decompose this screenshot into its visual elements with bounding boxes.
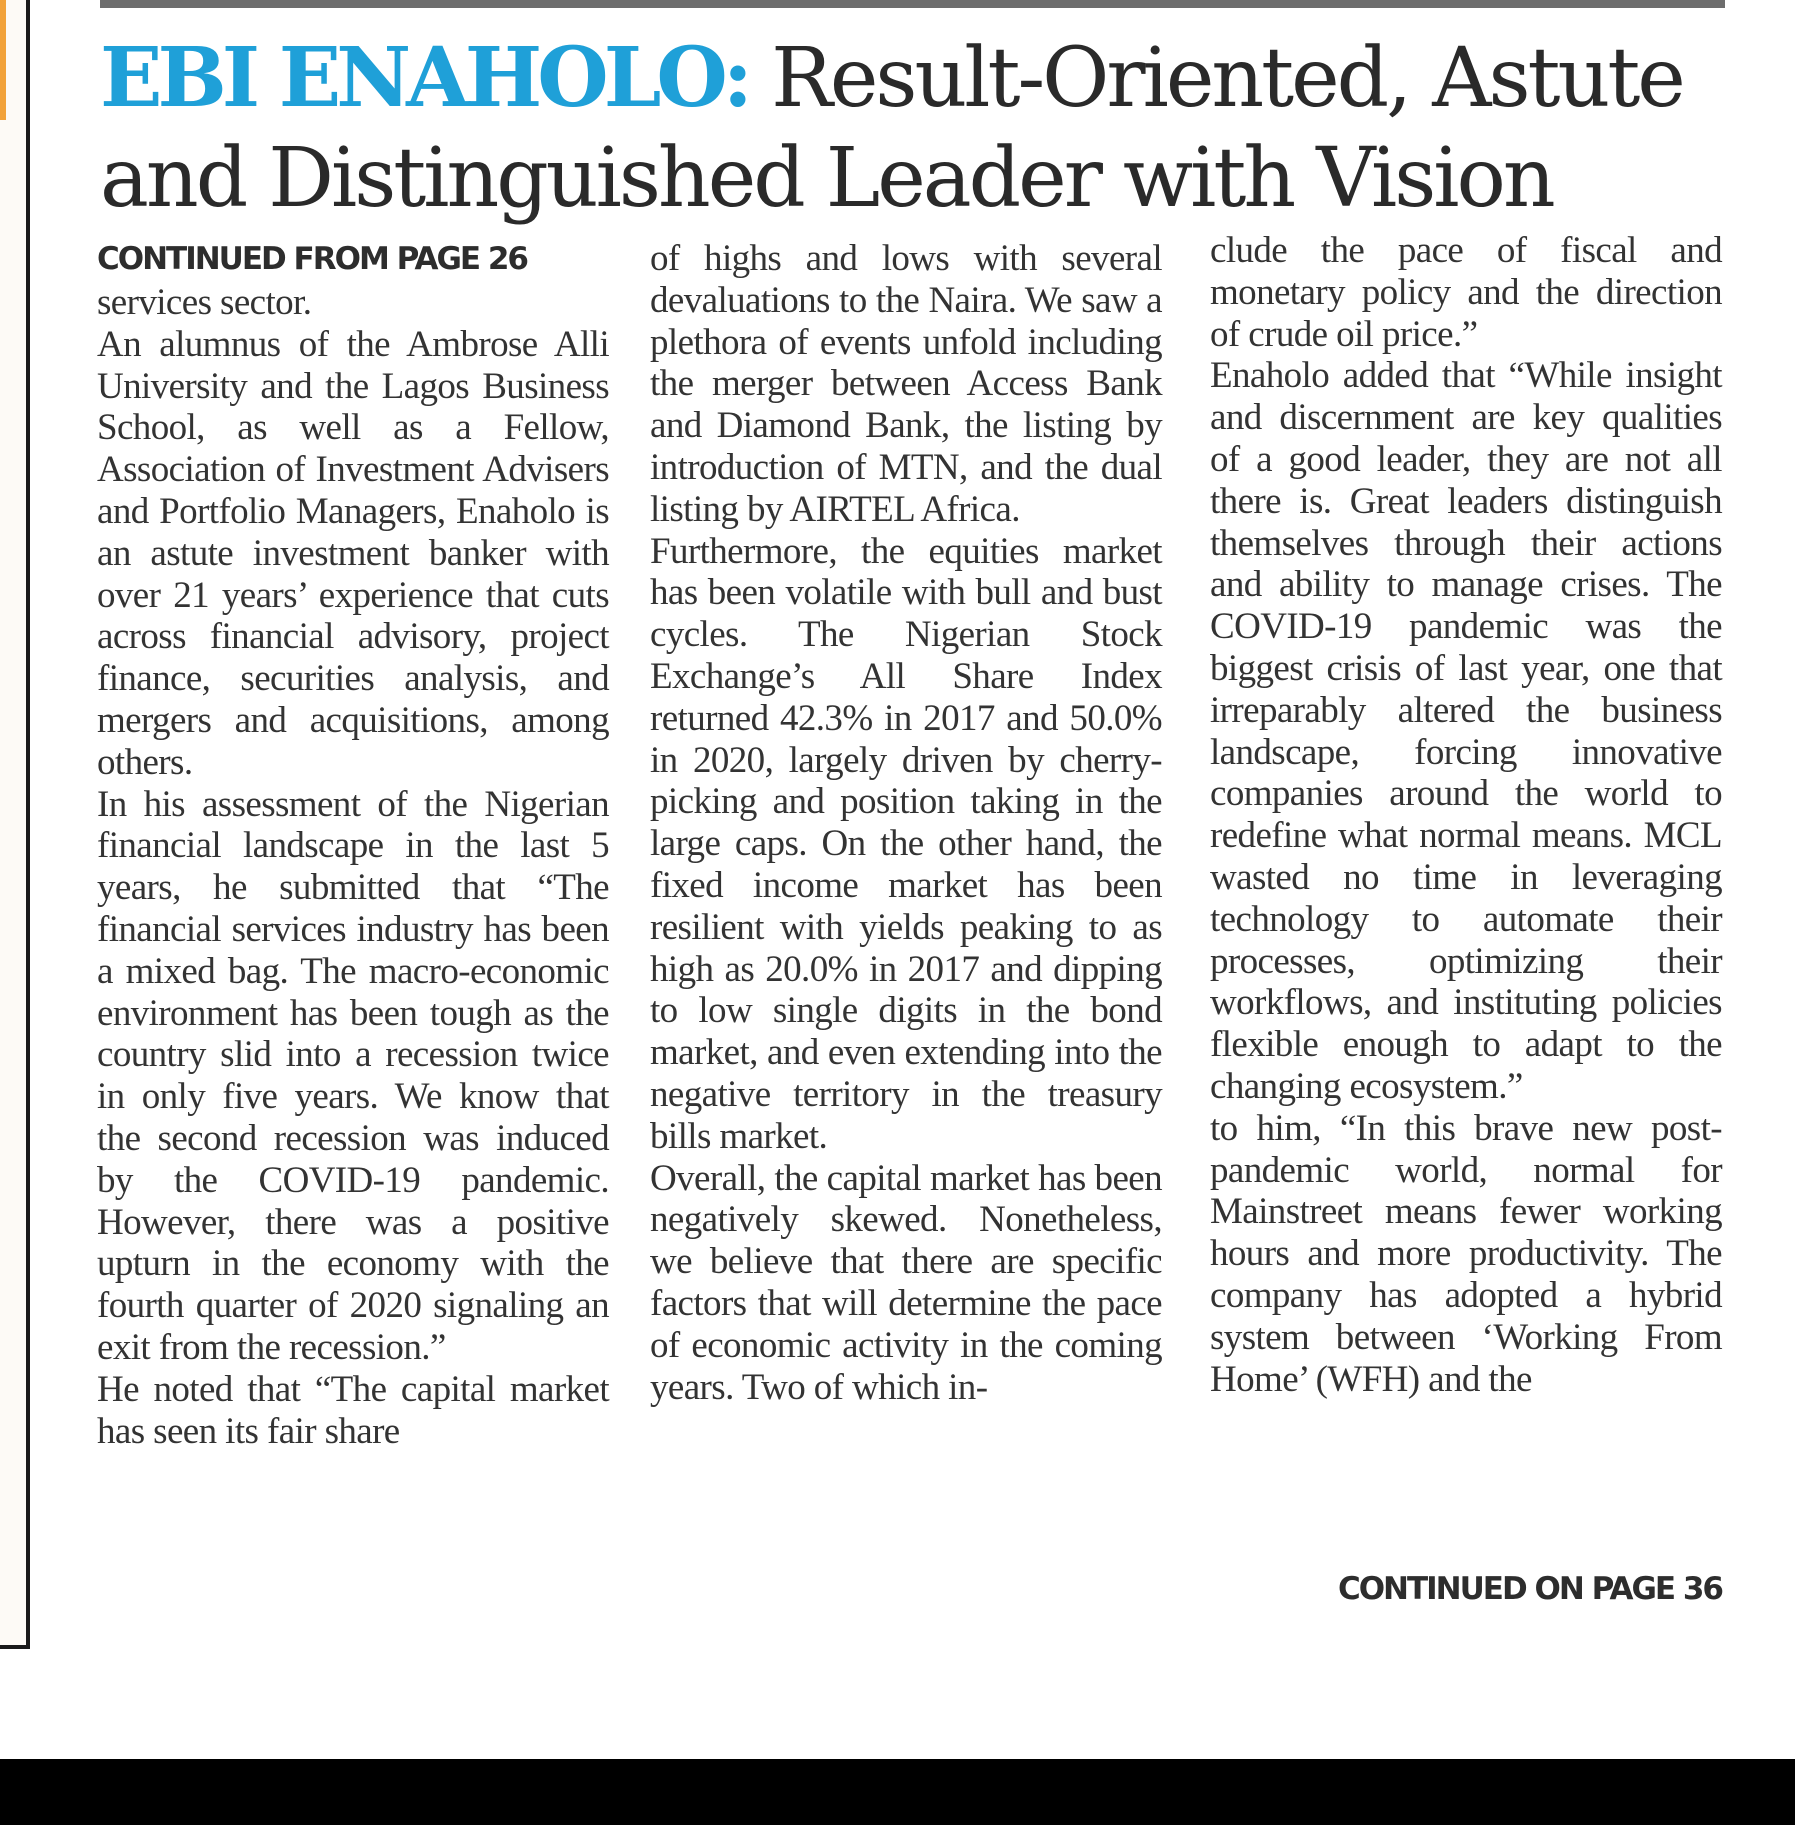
- paragraph: Enaholo added that “While insight and discernment are key qualities of a good leader, they are not all there is. Great leaders distinguish themselves through their actions and ability to manage crises. The COVID-19 pandemic was the biggest crisis of last year, one that irreparably altered the business landscape, forcing innovative companies around the world to redefine what normal means. MCL wasted no time in leveraging technology to automate their processes, optimizing their workflows, and instituting policies flexible enough to adapt to the changing ecosystem.”: [1210, 355, 1722, 1107]
- bottom-black-bar: [0, 1759, 1795, 1825]
- paragraph: An alumnus of the Ambrose Alli University and the Lagos Business School, as well as a Fellow, Association of Investment Advisers and Portfolio Managers, Enaholo is an astute investment banker with over 21 years’ experience that cuts across financial advisory, project finance, securities analysis, and mergers and acquisitions, among others.: [97, 323, 609, 783]
- paragraph: Furthermore, the equities market has been volatile with bull and bust cycles. The Nigerian Stock Exchange’s All Share Index returned 42.3% in 2017 and 50.0% in 2020, largely driven by cherry-picking and position taking in the large caps. On the other hand, the fixed income market has been resilient with yields peaking to as high as 20.0% in 2017 and dipping to low single digits in the bond market, and even extending into the negative territory in the treasury bills market.: [650, 530, 1162, 1157]
- article-column-3: [1210, 230, 1722, 1400]
- headline-name: EBI ENAHOLO:: [100, 30, 749, 126]
- headline-text: Result-Oriented, Astute and Distinguished Leader with Vision: [100, 31, 1683, 226]
- paragraph: of highs and lows with several devaluations to the Naira. We saw a plethora of events unfold including the merger between Access Bank and Diamond Bank, the listing by introduction of MTN, and the dual listing by AIRTEL Africa.: [650, 238, 1162, 530]
- paragraph: to him, “In this brave new post-pandemic world, normal for Mainstreet means fewer working hours and more productivity. The company has adopted a hybrid system between ‘Working From Home’ (WFH) and the: [1210, 1107, 1722, 1400]
- adjacent-page-edge: [0, 0, 6, 120]
- paragraph: In his assessment of the Nigerian financial landscape in the last 5 years, he submitted that “The financial services industry has been a mixed bag. The macro-economic environment has been tough as the country slid into a recession twice in only five years. We know that the second recession was induced by the COVID-19 pandemic. However, there was a positive upturn in the economy with the fourth quarter of 2020 signaling an exit from the recession.”: [97, 783, 609, 1368]
- article-column-2: [650, 238, 1162, 1408]
- paragraph: clude the pace of fiscal and monetary policy and the direction of crude oil price.”: [1210, 230, 1722, 355]
- top-rule: [100, 0, 1725, 8]
- continued-from-label: CONTINUED FROM PAGE 26: [97, 241, 528, 277]
- continued-on-label: CONTINUED ON PAGE 36: [1337, 1571, 1722, 1607]
- paragraph: services sector.: [97, 282, 312, 323]
- article-column-1: [97, 238, 609, 1452]
- paragraph: Overall, the capital market has been negatively skewed. Nonetheless, we believe that there are specific factors that will determine the pace of economic activity in the coming years. Two of which in-: [650, 1157, 1162, 1408]
- adjacent-page-frame: [0, 0, 30, 1649]
- paragraph: He noted that “The capital market has seen its fair share: [97, 1368, 609, 1452]
- article-headline: [100, 28, 1740, 229]
